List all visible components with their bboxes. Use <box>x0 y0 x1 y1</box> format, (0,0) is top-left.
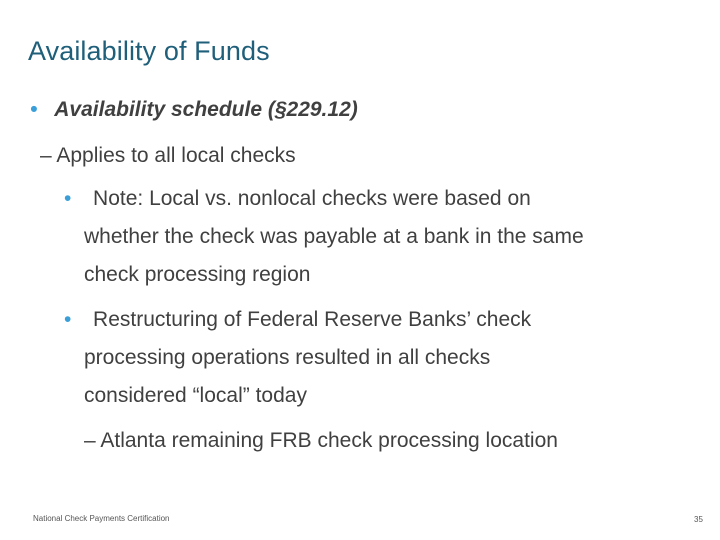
bullet-icon: • <box>30 98 38 121</box>
note-line-3: check processing region <box>84 263 311 286</box>
bullet-icon: • <box>64 308 72 331</box>
note-item <box>64 186 531 212</box>
note-line-1: Note: Local vs. nonlocal checks were based on <box>93 187 531 210</box>
level4-item <box>84 428 558 454</box>
level2-item <box>40 143 296 169</box>
dash-icon: – <box>84 429 96 452</box>
level1-text: Availability schedule (§229.12) <box>54 98 358 121</box>
restructuring-item <box>64 307 531 333</box>
level1-item <box>30 97 358 123</box>
restructuring-line-3: considered “local” today <box>84 384 307 407</box>
note-line-2: whether the check was payable at a bank in the same <box>84 225 584 248</box>
level2-text: Applies to all local checks <box>56 144 296 167</box>
bullet-icon: • <box>64 187 72 210</box>
restructuring-line-1: Restructuring of Federal Reserve Banks’ check <box>93 308 532 331</box>
footer-text: National Check Payments Certification <box>33 514 170 523</box>
slide-title: Availability of Funds <box>28 36 270 66</box>
level4-text: Atlanta remaining FRB check processing location <box>100 429 558 452</box>
page-number: 35 <box>694 515 703 524</box>
restructuring-line-2: processing operations resulted in all checks <box>84 346 491 369</box>
dash-icon: – <box>40 144 52 167</box>
